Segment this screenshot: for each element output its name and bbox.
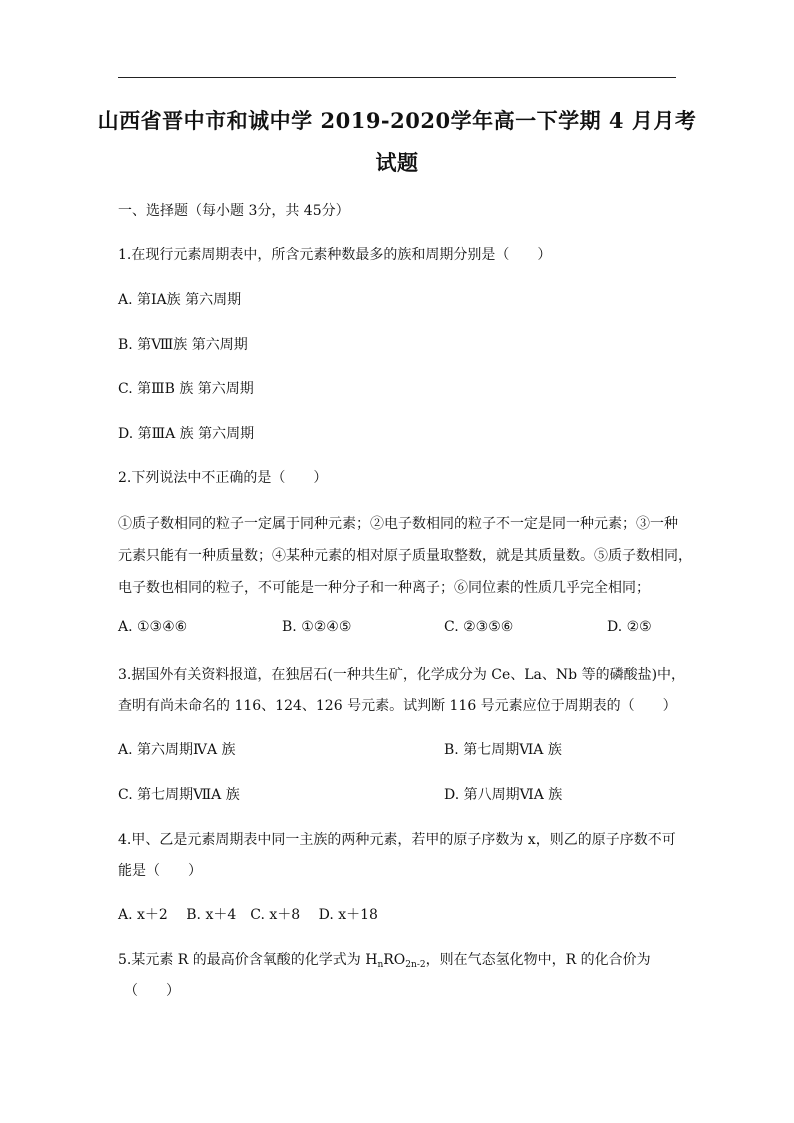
doc-title-line1: 山西省晋中市和诚中学 2019-2020学年高一下学期 4 月月考 — [97, 108, 697, 133]
q2-text-line3: 电子数也相同的粒子，不可能是一种分子和一种离子；⑥同位素的性质几乎完全相同； — [118, 580, 650, 596]
q2-stem: 2.下列说法中不正确的是（ ） — [118, 470, 328, 486]
q2-option-b: B. ①②④⑤ — [282, 619, 352, 635]
q5-stem-pre: 5.某元素 R 的最高价含氧酸的化学式为 H — [118, 952, 378, 968]
q3-stem-line1: 3.据国外有关资料报道，在独居石(一种共生矿，化学成分为 Ce、La、Nb 等的磷酸盐)中， — [118, 667, 686, 683]
doc-title-line2: 试题 — [375, 150, 419, 175]
q3-option-c: C. 第七周期ⅦA 族 — [118, 787, 240, 803]
q2-option-d: D. ②⑤ — [607, 619, 652, 635]
q4-stem-line2: 能是（ ） — [118, 863, 202, 879]
q1-option-a: A. 第ⅠA族 第六周期 — [118, 292, 242, 308]
q3-option-b: B. 第七周期ⅥA 族 — [444, 742, 562, 758]
q2-text-line2: 元素只能有一种质量数；④某种元素的相对原子质量取整数，就是其质量数。⑤质子数相同， — [118, 548, 692, 564]
q1-option-d: D. 第ⅢA 族 第六周期 — [118, 426, 255, 442]
q5-stem-post: ，则在气态氢化物中，R 的化合价为 — [425, 952, 651, 968]
q1-option-c: C. 第ⅢB 族 第六周期 — [118, 381, 254, 397]
q5-sub-2n2: 2n-2 — [405, 960, 426, 970]
q3-option-a: A. 第六周期ⅣA 族 — [118, 742, 236, 758]
q4-options: A. x＋2 B. x＋4 C. x＋8 D. x＋18 — [118, 907, 378, 923]
q5-stem-line2: （ ） — [124, 983, 180, 999]
q3-option-d: D. 第八周期ⅥA 族 — [444, 787, 563, 803]
section-header: 一、选择题（每小题 3分，共 45分） — [118, 203, 350, 219]
q1-stem: 1.在现行元素周期表中，所含元素种数最多的族和周期分别是（ ） — [118, 247, 552, 263]
q1-option-b: B. 第Ⅷ族 第六周期 — [118, 337, 248, 353]
q2-option-c: C. ②③⑤⑥ — [444, 619, 514, 635]
q5-mid: RO — [383, 952, 406, 968]
q5-stem — [118, 949, 651, 970]
q2-option-a: A. ①③④⑥ — [118, 619, 188, 635]
q3-stem-line2: 查明有尚未命名的 116、124、126 号元素。试判断 116 号元素应位于周期表的（ ） — [118, 698, 677, 714]
q4-stem-line1: 4.甲、乙是元素周期表中同一主族的两种元素，若甲的原子序数为 x，则乙的原子序数不可 — [118, 832, 676, 848]
q5-sub-n: n — [377, 960, 384, 970]
q2-text-line1: ①质子数相同的粒子一定属于同种元素；②电子数相同的粒子不一定是同一种元素；③一种 — [118, 516, 678, 532]
header-rule — [118, 77, 676, 78]
